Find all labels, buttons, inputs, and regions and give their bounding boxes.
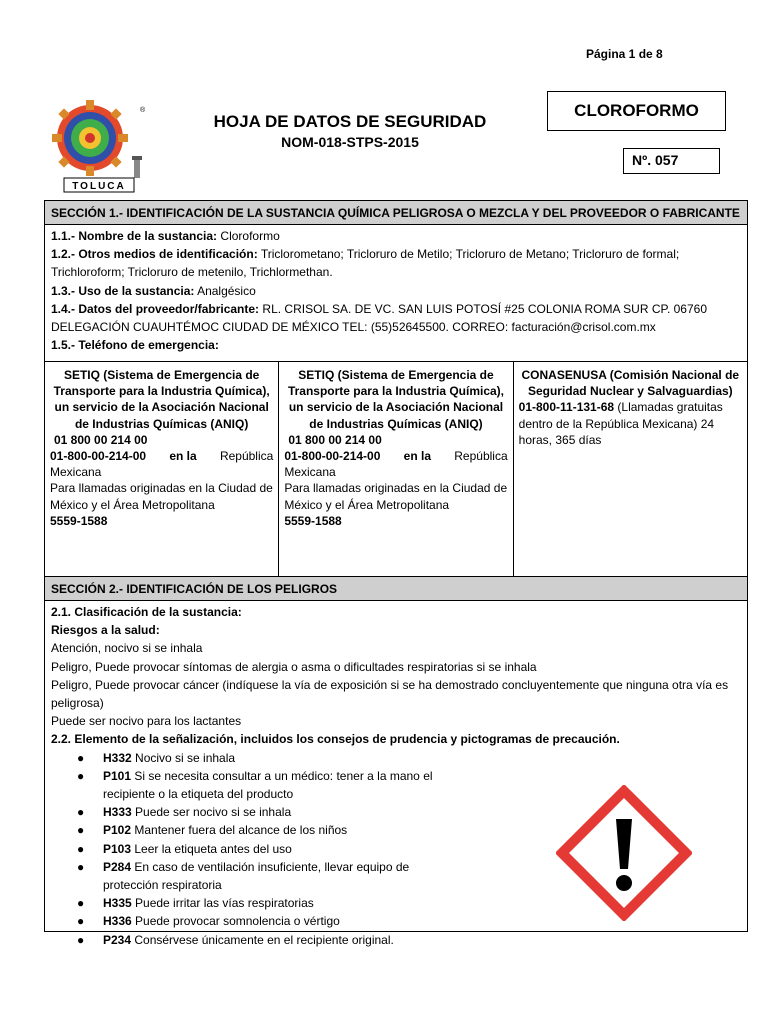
logo-text: TOLUCA xyxy=(72,181,126,192)
hazard-statement: Atención, nocivo si se inhala xyxy=(51,641,203,656)
list-item: ● P101 Si se necesita consultar a un médico: tener a la mano el recipiente o la etiqueta del producto xyxy=(77,768,433,802)
item-code: P101 xyxy=(103,768,132,783)
label-elements-heading: 2.2. Elemento de la señalización, incluidos los consejos de prudencia y pictogramas de precaución. xyxy=(51,732,620,747)
list-item: ● P102 Mantener fuera del alcance de los niños xyxy=(77,823,348,838)
contact-title: SETIQ (Sistema de Emergencia de Transporte para la Industria Química), un servicio de la Asociación Nacional de Industrias Químicas (ANIQ) xyxy=(53,368,270,431)
item-code: P103 xyxy=(103,841,132,856)
emergency-phone-label: 1.5.- Teléfono de emergencia: xyxy=(51,338,219,353)
substance-use-label: 1.3.- Uso de la sustancia: xyxy=(51,283,195,298)
list-item: ● H336 Puede provocar somnolencia o vértigo xyxy=(77,914,340,929)
hazard-statement: Puede ser nocivo para los lactantes xyxy=(51,714,242,729)
contact-note: Para llamadas originadas en la Ciudad de México y el Área Metropolitana xyxy=(284,481,508,512)
item-text: Puede provocar somnolencia o vértigo xyxy=(131,914,340,929)
contact-note: (Llamadas gratuitas dentro de la República Mexicana) 24 horas, 365 días xyxy=(518,400,723,447)
contact-en-la: en la xyxy=(169,449,197,464)
list-item: ● H332 Nocivo si se inhala xyxy=(77,750,236,765)
supplier-value: RL. CRISOL SA. DE VC. SAN LUIS POTOSÍ #25 COLONIA ROMA SUR CP. 06760 DELEGACIÓN CUAUHTÉMOC CIUDAD DE MÉXICO TEL: (55)52645500. CORREO: facturación@crisol.com.mx xyxy=(51,301,708,335)
item-text: Si se necesita consultar a un médico: tener a la mano el recipiente o la etiqueta del producto xyxy=(103,768,433,802)
exclamation-mark-icon xyxy=(556,785,692,921)
document-title: HOJA DE DATOS DE SEGURIDAD xyxy=(213,112,487,131)
contact-column-setiq-2 xyxy=(278,362,512,576)
section-2-heading: SECCIÓN 2.- IDENTIFICACIÓN DE LOS PELIGROS xyxy=(45,577,747,601)
list-item: ● H333 Puede ser nocivo si se inhala xyxy=(77,805,292,820)
classification-label: 2.1. Clasificación de la sustancia: xyxy=(51,605,242,619)
contact-republica: República xyxy=(219,449,274,464)
section-1-heading: SECCIÓN 1.- IDENTIFICACIÓN DE LA SUSTANCIA QUÍMICA PELIGROSA O MEZCLA Y DEL PROVEEDOR O FABRICANTE xyxy=(45,201,747,225)
svg-text:®: ® xyxy=(140,107,146,114)
contact-republica: República xyxy=(454,449,508,464)
section-1 xyxy=(44,200,748,577)
hazard-statement: Peligro, Puede provocar cáncer (indíquese la vía de exposición si se ha demostrado concluyentemente que ninguna otra vía es peligrosa) xyxy=(51,677,729,711)
document-number-box: Nº. 057 xyxy=(623,148,720,174)
item-text: Puede ser nocivo si se inhala xyxy=(131,805,292,820)
contact-note: Para llamadas originadas en la Ciudad de México y el Área Metropolitana xyxy=(50,481,273,512)
substance-name-value: Cloroformo xyxy=(217,229,280,243)
item-text: En caso de ventilación insuficiente, llevar equipo de protección respiratoria xyxy=(103,859,410,893)
item-text: Mantener fuera del alcance de los niños xyxy=(131,823,348,838)
list-item: ● P103 Leer la etiqueta antes del uso xyxy=(77,841,292,856)
page-number: Página 1 de 8 xyxy=(586,47,663,61)
item-code: H333 xyxy=(103,805,132,820)
other-identifiers-value: Triclorometano; Tricloruro de Metilo; Tricloruro de Metano; Tricloruro de formal; Trichloroform; Tricloruro de metenilo, Trichlormethan. xyxy=(51,247,680,280)
substance-name-line xyxy=(51,227,741,245)
section-1-body xyxy=(45,225,747,356)
contact-phone: 01 800 00 214 00 xyxy=(288,432,382,447)
product-name-box: CLOROFORMO xyxy=(547,91,726,131)
contact-phone: 01-800-11-131-68 xyxy=(518,400,615,415)
supplier-line xyxy=(51,300,741,336)
item-code: H332 xyxy=(103,750,132,765)
item-code: P284 xyxy=(103,859,132,874)
emergency-contacts-table xyxy=(45,361,747,576)
toluca-logo xyxy=(42,98,160,194)
contact-phone-line xyxy=(284,448,507,464)
contact-phone: 01 800 00 214 00 xyxy=(54,432,148,447)
list-item: ● P284 En caso de ventilación insuficiente, llevar equipo de protección respiratoria xyxy=(77,859,410,893)
item-text: Consérvese únicamente en el recipiente original. xyxy=(131,932,394,947)
contact-column-conasenusa xyxy=(513,362,747,576)
health-risks-label: Riesgos a la salud: xyxy=(51,623,160,638)
item-text: Leer la etiqueta antes del uso xyxy=(131,841,292,856)
contact-phone-national: 01-800-00-214-00 xyxy=(284,449,381,464)
hazard-statement: Peligro, Puede provocar síntomas de alergia o asma o dificultades respiratorias si se inhala xyxy=(51,659,537,674)
item-code: P102 xyxy=(103,823,132,838)
substance-use-value: Analgésico xyxy=(194,283,256,298)
item-text: Nocivo si se inhala xyxy=(131,750,236,765)
other-identifiers-label: 1.2.- Otros medios de identificación: xyxy=(51,247,258,262)
contact-mexicana: Mexicana xyxy=(50,465,102,480)
contact-phone-national: 01-800-00-214-00 xyxy=(50,449,147,464)
other-identifiers-line xyxy=(51,245,741,281)
supplier-label: 1.4.- Datos del proveedor/fabricante: xyxy=(51,301,260,316)
list-item: ● H335 Puede irritar las vías respiratorias xyxy=(77,896,314,911)
item-text: Puede irritar las vías respiratorias xyxy=(131,896,314,911)
contact-title: SETIQ (Sistema de Emergencia de Transporte para la Industria Química), un servicio de la Asociación Nacional de Industrias Químicas (ANIQ) xyxy=(287,368,505,431)
contact-mexicana: Mexicana xyxy=(284,465,336,480)
contact-local-phone: 5559-1588 xyxy=(284,513,342,528)
item-code: H336 xyxy=(103,914,132,929)
contact-local-phone: 5559-1588 xyxy=(50,513,108,528)
contact-phone-line xyxy=(519,399,742,448)
contact-phone-line xyxy=(50,448,273,464)
contact-column-setiq-1 xyxy=(45,362,278,576)
contact-en-la: en la xyxy=(403,449,432,464)
item-code: P234 xyxy=(103,932,132,947)
contact-title: CONASENUSA (Comisión Nacional de Seguridad Nuclear y Salvaguardias) xyxy=(521,368,740,399)
list-item: ● P234 Consérvese únicamente en el recipiente original. xyxy=(77,932,394,947)
substance-name-label: 1.1.- Nombre de la sustancia: xyxy=(51,229,218,243)
document-subtitle: NOM-018-STPS-2015 xyxy=(281,134,419,150)
item-code: H335 xyxy=(103,896,132,911)
substance-use-line xyxy=(51,282,741,300)
